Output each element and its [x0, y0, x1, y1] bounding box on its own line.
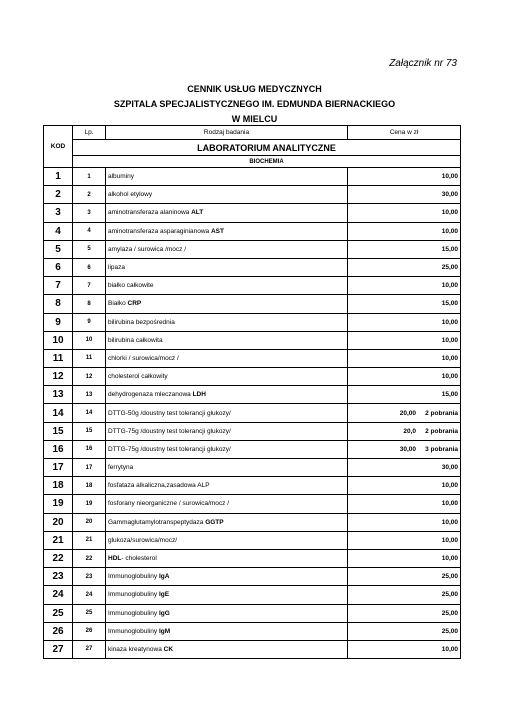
price-cell: [348, 349, 461, 367]
table-row: [44, 386, 461, 404]
price-cell: [348, 640, 461, 658]
kod-cell: 25: [44, 604, 73, 622]
lp-cell: 16: [73, 440, 106, 458]
table-row: [44, 640, 461, 658]
lp-cell: 26: [73, 622, 106, 640]
test-name-cell: [106, 622, 348, 640]
kod-cell: 23: [44, 568, 73, 586]
test-abbreviation: IgM: [158, 627, 171, 635]
kod-cell: 16: [44, 440, 73, 458]
test-name: aminotransferaza asparaginianowa: [108, 227, 211, 235]
price-cell: [348, 549, 461, 567]
lp-cell: 24: [73, 586, 106, 604]
test-abbreviation: HDL: [108, 555, 122, 563]
lp-cell: 1: [73, 168, 106, 186]
price-value: 10,00: [441, 318, 458, 326]
price-cell: [348, 586, 461, 604]
price-value: 10,00: [441, 336, 458, 344]
kod-cell: 10: [44, 331, 73, 349]
lp-cell: 7: [73, 277, 106, 295]
table-row: [44, 313, 461, 331]
kod-cell: 14: [44, 404, 73, 422]
draws-note: 3 pobrania: [425, 445, 458, 453]
lp-cell: 21: [73, 531, 106, 549]
lp-cell: 10: [73, 331, 106, 349]
kod-cell: 8: [44, 295, 73, 313]
table-row: [44, 204, 461, 222]
test-name-cell: [106, 368, 348, 386]
table-row: [44, 295, 461, 313]
price-cell: [348, 168, 461, 186]
price-cell: [348, 604, 461, 622]
price-cell: [348, 459, 461, 477]
subsection-row: [44, 156, 461, 168]
test-name: DTTG-50g /doustny test tolerancji glukozy/: [108, 409, 231, 417]
kod-cell: 6: [44, 258, 73, 276]
table-row: [44, 277, 461, 295]
test-name: Immunoglobuliny: [108, 573, 159, 581]
test-name-cell: [106, 568, 348, 586]
test-name: amylaza / surowica /mocz /: [108, 245, 187, 253]
test-name-cell: [106, 240, 348, 258]
test-name: Immunoglobuliny: [108, 627, 159, 635]
kod-header: KOD: [44, 126, 73, 168]
price-value: 10,00: [441, 518, 458, 526]
test-name-cell: [106, 277, 348, 295]
test-name: Białko: [108, 300, 128, 308]
price-cell: [348, 404, 461, 422]
test-name-cell: [106, 549, 348, 567]
test-name: DTTG-75g /doustny test tolerancji glukozy/: [108, 427, 231, 435]
price-value: 20,00: [399, 409, 416, 417]
test-name-cell: [106, 495, 348, 513]
kod-cell: 13: [44, 386, 73, 404]
price-value: 30,00: [441, 464, 458, 472]
test-name: glukoza/surowica/mocz/: [108, 536, 177, 544]
test-name-cell: [106, 404, 348, 422]
table-row: [44, 459, 461, 477]
table-row: [44, 513, 461, 531]
lp-cell: 17: [73, 459, 106, 477]
table-row: [44, 622, 461, 640]
test-abbreviation: CRP: [127, 300, 142, 308]
test-name: fosforany nieorganiczne / surowica/mocz /: [108, 500, 230, 508]
price-cell: [348, 477, 461, 495]
price-value: 25,00: [441, 264, 458, 272]
lp-cell: 6: [73, 258, 106, 276]
lp-cell: 14: [73, 404, 106, 422]
lp-cell: 12: [73, 368, 106, 386]
test-name-cell: [106, 513, 348, 531]
test-name: DTTG-75g /doustny test tolerancji glukozy/: [108, 445, 231, 453]
price-cell: [348, 440, 461, 458]
test-name: białko całkowite: [108, 282, 154, 290]
lp-cell: 22: [73, 549, 106, 567]
kod-cell: 17: [44, 459, 73, 477]
table-row: [44, 495, 461, 513]
test-name-cell: [106, 459, 348, 477]
kod-cell: 11: [44, 349, 73, 367]
test-abbreviation: ALT: [191, 209, 204, 217]
price-value: 25,00: [441, 573, 458, 581]
price-value: 25,00: [441, 609, 458, 617]
kod-cell: 1: [44, 168, 73, 186]
price-cell: [348, 568, 461, 586]
test-name: lipaza: [108, 264, 125, 272]
test-name-cell: [106, 586, 348, 604]
price-value: 10,00: [441, 373, 458, 381]
test-name-cell: [106, 640, 348, 658]
subsection-title: BIOCHEMIA: [73, 156, 461, 168]
lp-cell: 13: [73, 386, 106, 404]
test-name: Immunoglobuliny: [108, 609, 159, 617]
test-name: fosfataza alkaliczna,zasadowa ALP: [108, 482, 210, 490]
price-value: 10,00: [441, 500, 458, 508]
table-row: [44, 422, 461, 440]
lp-cell: 5: [73, 240, 106, 258]
price-cell: [348, 258, 461, 276]
price-cell: [348, 277, 461, 295]
table-row: [44, 186, 461, 204]
price-value: 10,00: [441, 555, 458, 563]
price-cell: [348, 204, 461, 222]
price-cell: [348, 513, 461, 531]
lp-cell: 19: [73, 495, 106, 513]
test-abbreviation: IgE: [158, 591, 170, 599]
section-row: [44, 140, 461, 156]
test-name-cell: [106, 440, 348, 458]
lp-cell: 4: [73, 222, 106, 240]
price-cell: [348, 495, 461, 513]
kod-cell: 5: [44, 240, 73, 258]
test-name: albuminy: [108, 173, 135, 181]
kod-cell: 21: [44, 531, 73, 549]
test-abbreviation: IgA: [158, 573, 170, 581]
test-name-cell: [106, 604, 348, 622]
price-cell: [348, 331, 461, 349]
lp-cell: 3: [73, 204, 106, 222]
kod-cell: 15: [44, 422, 73, 440]
lp-header: Lp.: [73, 126, 106, 140]
test-name-cell: [106, 531, 348, 549]
test-name: Gammaglutamylotranspeptydaza: [108, 518, 206, 526]
test-name-cell: [106, 168, 348, 186]
title-line-3: W MIELCU: [231, 114, 278, 124]
kod-cell: 7: [44, 277, 73, 295]
table-row: [44, 222, 461, 240]
price-table-body: [44, 126, 461, 659]
price-cell: [348, 422, 461, 440]
price-value: 10,00: [441, 536, 458, 544]
test-name: cholesterol całkowity: [108, 373, 168, 381]
kod-cell: 3: [44, 204, 73, 222]
price-cell: [348, 622, 461, 640]
kod-cell: 26: [44, 622, 73, 640]
kod-cell: 18: [44, 477, 73, 495]
price-value: 10,00: [441, 227, 458, 235]
test-abbreviation: CK: [163, 645, 174, 653]
lp-cell: 8: [73, 295, 106, 313]
price-value: 10,00: [441, 173, 458, 181]
price-value: 30,00: [399, 445, 416, 453]
draws-note: 2 pobrania: [425, 427, 458, 435]
lp-cell: 2: [73, 186, 106, 204]
kod-cell: 9: [44, 313, 73, 331]
table-row: [44, 549, 461, 567]
test-name: bilirubina bezpośrednia: [108, 318, 175, 326]
price-cell: [348, 240, 461, 258]
lp-cell: 20: [73, 513, 106, 531]
price-value: 10,00: [441, 209, 458, 217]
price-cell: [348, 531, 461, 549]
test-name-cell: [106, 204, 348, 222]
test-abbreviation: IgG: [158, 609, 170, 617]
test-abbreviation: AST: [210, 227, 224, 235]
kod-cell: 24: [44, 586, 73, 604]
test-name-cell: [106, 295, 348, 313]
price-value: 15,00: [441, 391, 458, 399]
kod-cell: 27: [44, 640, 73, 658]
table-row: [44, 568, 461, 586]
title-line-2: SZPITALA SPECJALISTYCZNEGO IM. EDMUNDA BIERNACKIEGO: [113, 99, 396, 109]
table-row: [44, 349, 461, 367]
test-abbreviation: LDH: [192, 391, 206, 399]
table-row: [44, 168, 461, 186]
test-name: chlorki / surowica/mocz /: [108, 354, 179, 362]
test-name: dehydrogenaza mleczanowa: [108, 391, 193, 399]
price-value: 25,00: [441, 591, 458, 599]
kod-cell: 2: [44, 186, 73, 204]
price-cell: [348, 368, 461, 386]
price-header: Cena w zł: [348, 126, 461, 140]
test-name-cell: [106, 349, 348, 367]
price-value: 20,0: [403, 427, 416, 435]
table-row: [44, 477, 461, 495]
test-name-cell: [106, 422, 348, 440]
test-name: bilirubina całkowita: [108, 336, 163, 344]
section-title: LABORATORIUM ANALITYCZNE: [73, 140, 461, 156]
lp-cell: 23: [73, 568, 106, 586]
test-name-cell: [106, 258, 348, 276]
price-cell: [348, 186, 461, 204]
test-name-cell: [106, 222, 348, 240]
test-name: kinaza kreatynowa: [108, 645, 164, 653]
table-row: [44, 586, 461, 604]
test-name: - cholesterol: [121, 555, 157, 563]
test-name-cell: [106, 313, 348, 331]
price-value: 10,00: [441, 645, 458, 653]
title-line-1: CENNIK USŁUG MEDYCZNYCH: [187, 84, 322, 94]
test-name: alkohol etylowy: [108, 191, 153, 199]
price-value: 30,00: [441, 191, 458, 199]
price-value: 15,00: [441, 300, 458, 308]
test-name: Immunoglobuliny: [108, 591, 159, 599]
lp-cell: 11: [73, 349, 106, 367]
price-cell: [348, 386, 461, 404]
table-row: [44, 604, 461, 622]
kod-cell: 12: [44, 368, 73, 386]
test-name-cell: [106, 386, 348, 404]
table-row: [44, 240, 461, 258]
annex-label: Załącznik nr 73: [389, 58, 457, 69]
test-name-cell: [106, 477, 348, 495]
kod-cell: 22: [44, 549, 73, 567]
lp-cell: 27: [73, 640, 106, 658]
price-value: 25,00: [441, 627, 458, 635]
lp-cell: 18: [73, 477, 106, 495]
price-cell: [348, 313, 461, 331]
table-row: [44, 440, 461, 458]
draws-note: 2 pobrania: [425, 409, 458, 417]
kod-cell: 19: [44, 495, 73, 513]
test-name: ferrytyna: [108, 464, 134, 472]
price-value: 10,00: [441, 482, 458, 490]
name-header: Rodzaj badania: [106, 126, 348, 140]
price-cell: [348, 295, 461, 313]
table-row: [44, 331, 461, 349]
price-table: [43, 125, 461, 659]
kod-cell: 20: [44, 513, 73, 531]
test-abbreviation: GGTP: [205, 518, 224, 526]
lp-cell: 15: [73, 422, 106, 440]
lp-cell: 25: [73, 604, 106, 622]
header-row: [44, 126, 461, 140]
table-row: [44, 258, 461, 276]
table-row: [44, 404, 461, 422]
price-value: 15,00: [441, 245, 458, 253]
test-name-cell: [106, 186, 348, 204]
price-value: 10,00: [441, 282, 458, 290]
price-cell: [348, 222, 461, 240]
table-row: [44, 531, 461, 549]
table-row: [44, 368, 461, 386]
test-name: aminotransferaza alaninowa: [108, 209, 192, 217]
kod-cell: 4: [44, 222, 73, 240]
test-name-cell: [106, 331, 348, 349]
lp-cell: 9: [73, 313, 106, 331]
price-value: 10,00: [441, 354, 458, 362]
